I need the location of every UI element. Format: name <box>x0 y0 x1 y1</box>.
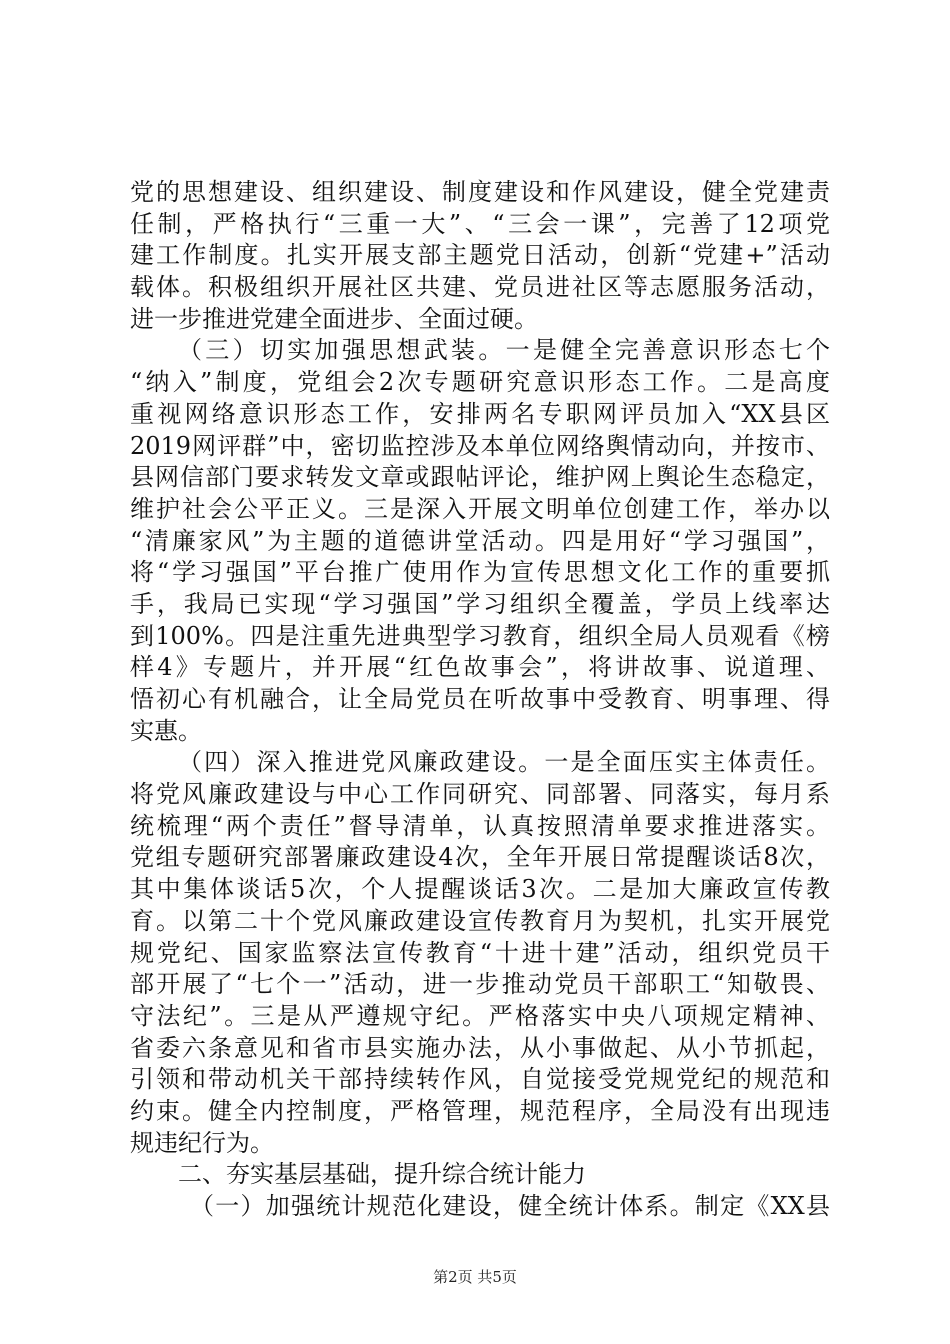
text-line: （三）切实加强思想武装。一是健全完善意识形态七个 <box>178 336 830 365</box>
document-body <box>130 177 830 1223</box>
text-line: 县网信部门要求转发文章或跟帖评论，维护网上舆论生态稳定， <box>130 463 830 492</box>
text-line: 重视网络意识形态工作，安排两名专职网评员加入“XX县区 <box>130 399 830 428</box>
text-line: 进一步推进党建全面进步、全面过硬。 <box>130 304 538 333</box>
text-line: 引领和带动机关干部持续转作风，自觉接受党规党纪的规范和 <box>130 1065 830 1094</box>
text-line: 省委六条意见和省市县实施办法，从小事做起、从小节抓起， <box>130 1033 830 1062</box>
page-number-footer: 第2页 共5页 <box>433 1268 517 1286</box>
text-line: 育。以第二十个党风廉政建设宣传教育月为契机，扎实开展党 <box>130 906 830 935</box>
text-line: 约束。健全内控制度，严格管理，规范程序，全局没有出现违 <box>130 1096 830 1125</box>
text-line: （四）深入推进党风廉政建设。一是全面压实主体责任。 <box>178 748 830 777</box>
text-line: 规违纪行为。 <box>130 1128 274 1157</box>
text-line: 载体。积极组织开展社区共建、党员进社区等志愿服务活动， <box>130 273 830 302</box>
text-line: 党的思想建设、组织建设、制度建设和作风建设，健全党建责 <box>130 178 830 206</box>
text-line: 守法纪”。三是从严遵规守纪。严格落实中央八项规定精神、 <box>130 1001 830 1030</box>
text-line: 手，我局已实现“学习强国”学习组织全覆盖，学员上线率达 <box>130 589 830 618</box>
text-line: 建工作制度。扎实开展支部主题党日活动，创新“党建+”活动 <box>130 241 830 270</box>
text-line: 规党纪、国家监察法宣传教育“十进十建”活动，组织党员干 <box>130 938 830 967</box>
text-line: 将“学习强国”平台推广使用作为宣传思想文化工作的重要抓 <box>130 558 830 587</box>
text-line: 二、夯实基层基础，提升综合统计能力 <box>178 1160 586 1189</box>
text-line: “纳入”制度，党组会2次专题研究意识形态工作。二是高度 <box>130 368 830 397</box>
text-line: 实惠。 <box>130 716 202 745</box>
text-line: 党组专题研究部署廉政建设4次，全年开展日常提醒谈话8次， <box>130 843 830 872</box>
text-line: 任制，严格执行“三重一大”、“三会一课”，完善了12项党 <box>130 209 830 238</box>
text-line: （一）加强统计规范化建设，健全统计体系。制定《XX县 <box>190 1192 830 1220</box>
text-line: 2019网评群”中，密切监控涉及本单位网络舆情动向，并按市、 <box>130 431 830 460</box>
text-line: 其中集体谈话5次，个人提醒谈话3次。二是加大廉政宣传教 <box>130 875 830 904</box>
text-line: 统梳理“两个责任”督导清单，认真按照清单要求推进落实。 <box>130 811 830 840</box>
text-line: 将党风廉政建设与中心工作同研究、同部署、同落实，每月系 <box>130 780 830 809</box>
text-line: 部开展了“七个一”活动，进一步推动党员干部职工“知敬畏、 <box>130 970 830 999</box>
text-line: 样4》专题片，并开展“红色故事会”，将讲故事、说道理、 <box>130 653 830 682</box>
text-line: 维护社会公平正义。三是深入开展文明单位创建工作，举办以 <box>130 494 830 523</box>
text-line: “清廉家风”为主题的道德讲堂活动。四是用好“学习强国”， <box>130 526 830 555</box>
text-line: 到100%。四是注重先进典型学习教育，组织全局人员观看《榜 <box>130 621 830 650</box>
text-line: 悟初心有机融合，让全局党员在听故事中受教育、明事理、得 <box>130 685 830 713</box>
